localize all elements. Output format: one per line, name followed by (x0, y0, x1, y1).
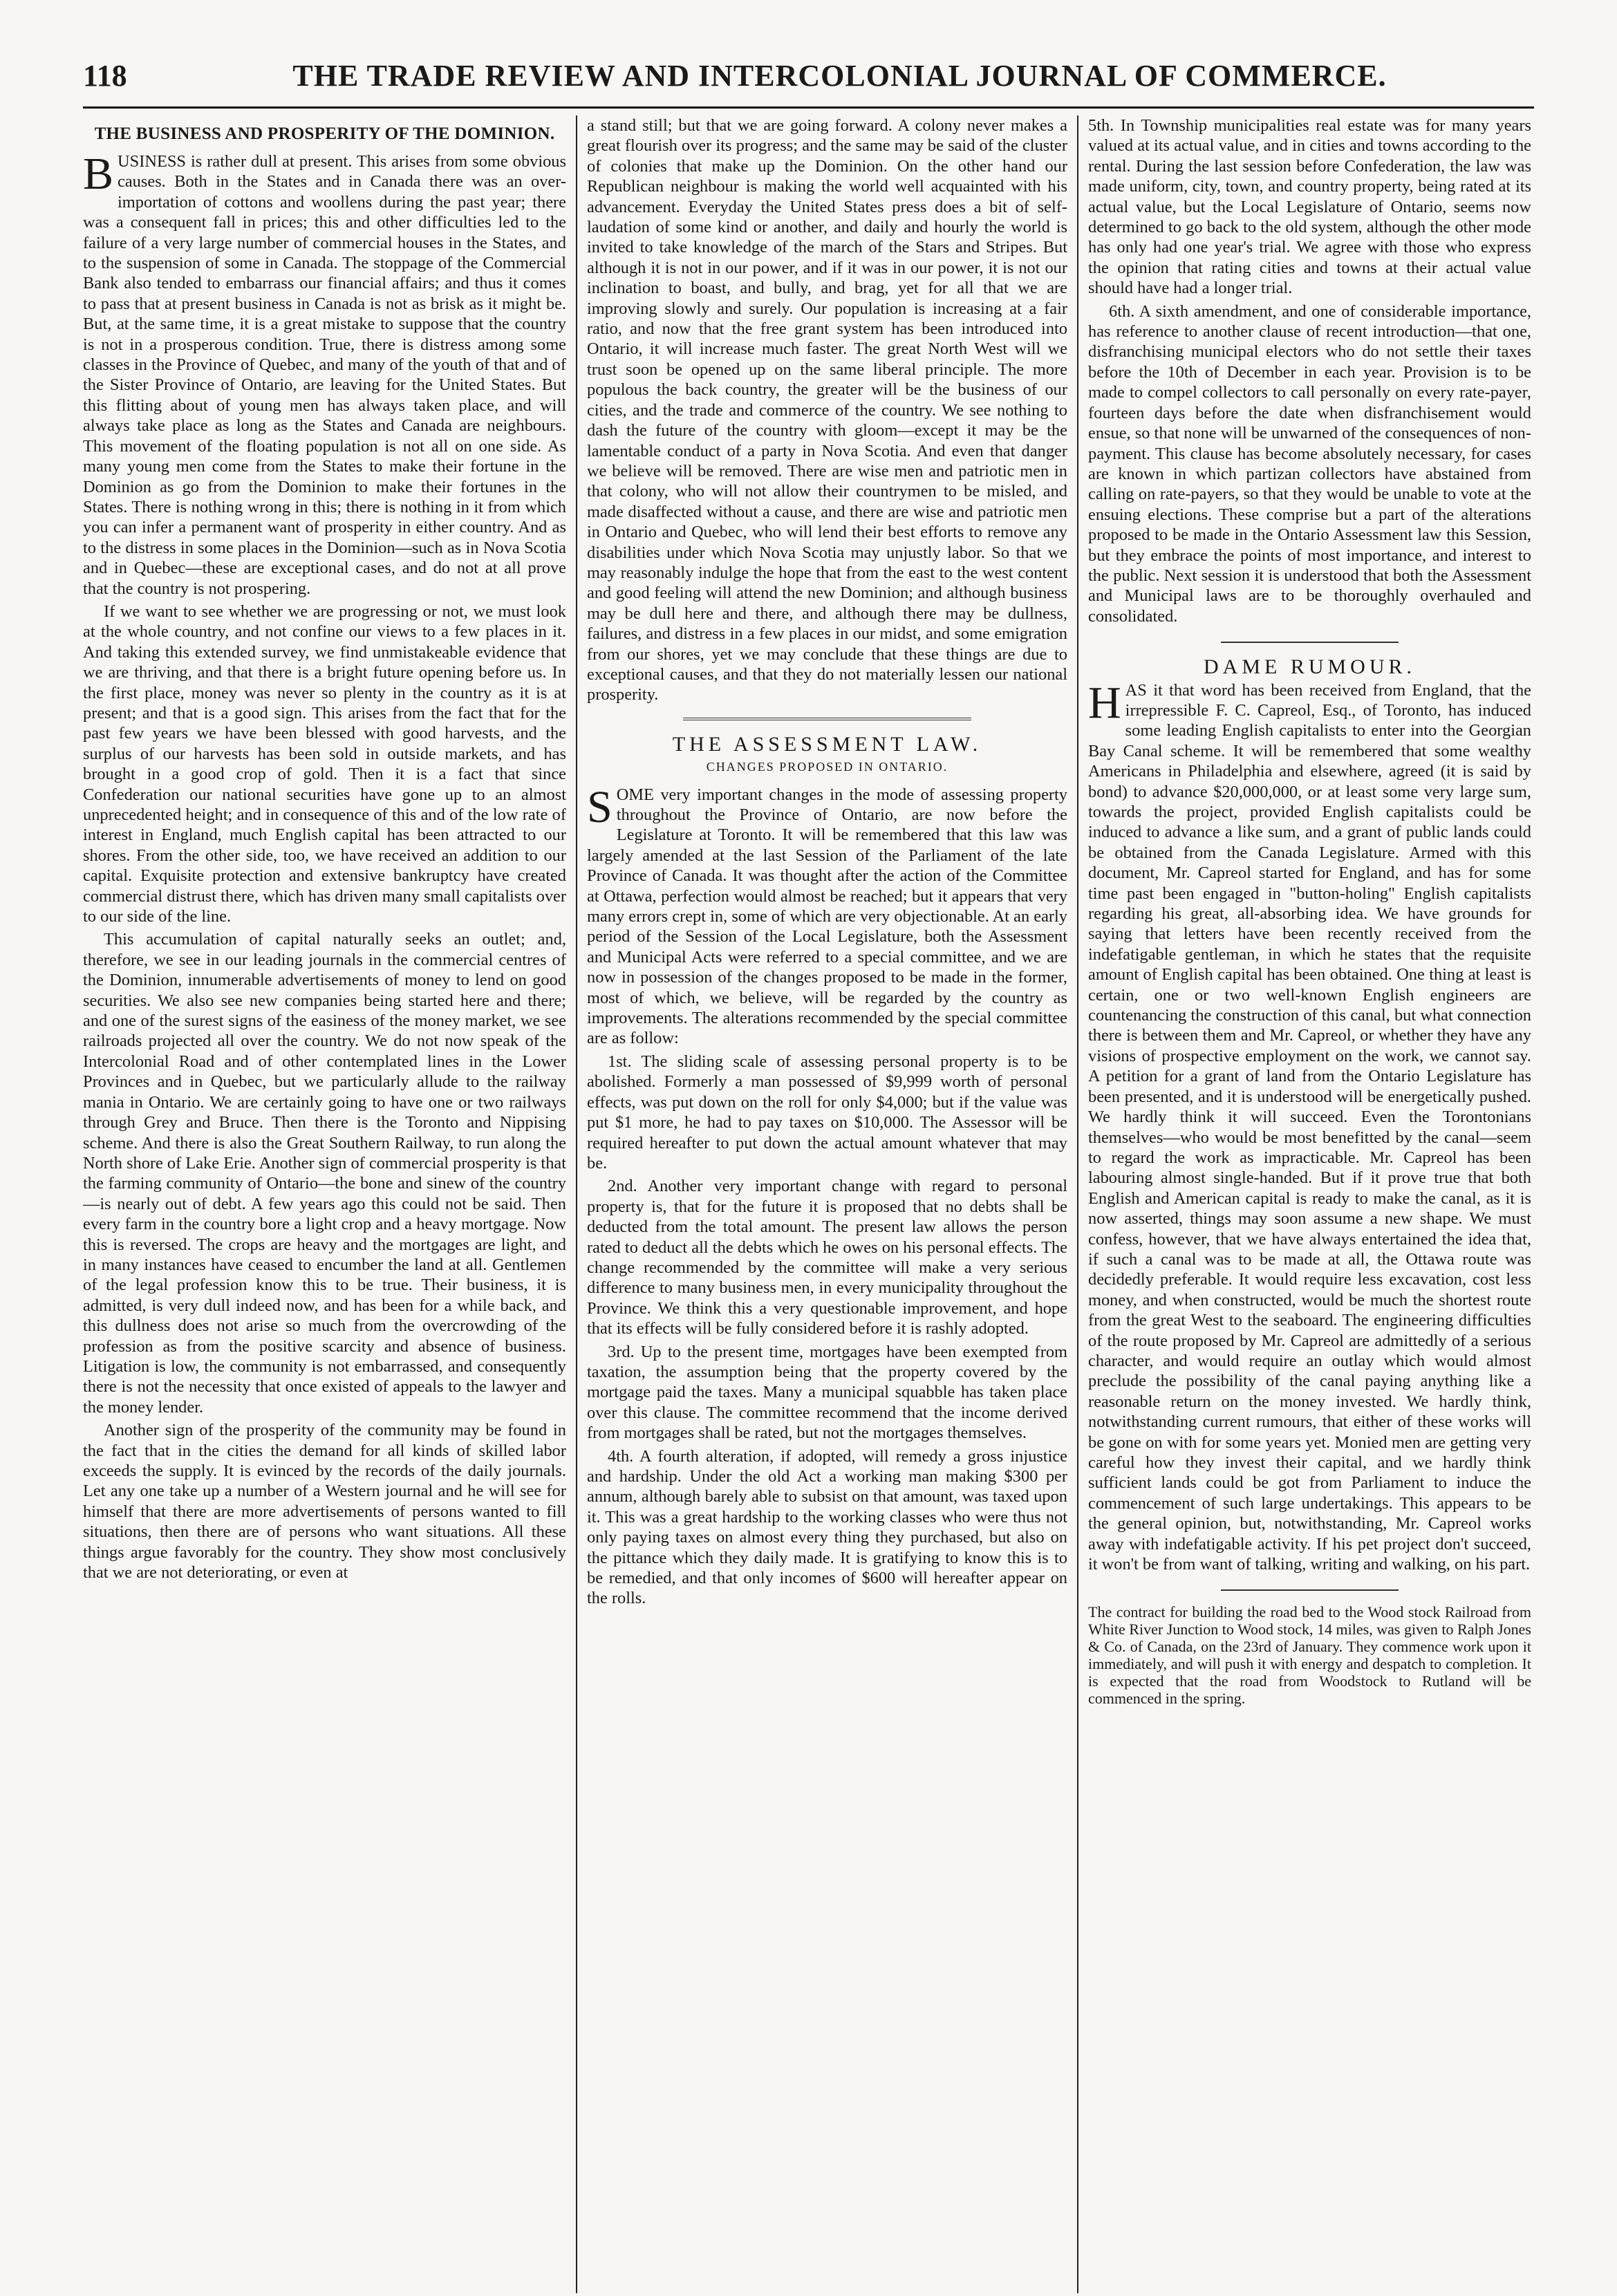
column-1 (83, 115, 577, 2293)
page-number: 118 (83, 59, 127, 93)
drop-cap: B (83, 149, 114, 199)
railroad-notice: The contract for building the road bed to the Wood stock Railroad from White River Junction to Wood stock, 14 miles, was given to Ralph Jones & Co. of Canada, on the 23rd of January. They commence work upon it immediately, and will push it with energy and despatch to completion. It is expected that the road from Woodstock to Rutland will be commenced in the spring. (1088, 1603, 1531, 1708)
article-paragraph: 1st. The sliding scale of assessing personal property is to be abolished. Formerly a man possessed of $9,999 worth of personal effects, was put down on the roll for only $4,000; but if the value was put $1 more, he had to pay taxes on $10,000. The Assessor will be required hereafter to put down the actual amount whatever that may be. (587, 1052, 1067, 1173)
article-paragraph: This accumulation of capital naturally seeks an outlet; and, therefore, we see in our leading journals in the commercial centres of the Dominion, innumerable advertisements of money to lend on good securities. We also see new companies being started here and there; and one of the surest signs of the easiness of the money market, we see railroads projected all over the country. We do not now speak of the Intercolonial Road and of other contemplated lines in the Lower Provinces and in Quebec, but we particularly allude to the railway mania in Ontario. We are certainly going to have one or two railways through Grey and Bruce. Then there is the Toronto and Nippising scheme. And there is also the Great Southern Railway, to run along the North shore of Lake Erie. Another sign of commercial prosperity is that the farming community of Ontario—the bone and sinew of the country—is nearly out of debt. A few years ago this could not be said. Then every farm in the country bore a light crop and a heavy mortgage. Now this is reversed. The crops are heavy and the mortgages are light, and in many instances have ceased to encumber the land at all. Gentlemen of the legal profession know this to be true. Their business, it is admitted, is very dull indeed now, and has been for a while back, and this dullness does not arise so much from the overcrowding of the profession as from the positive scarcity and absence of business. Litigation is low, the community is not embarrassed, and consequently there is not the necessity that once existed of appeals to the lawyer and the money lender. (83, 930, 567, 1417)
article-paragraph: 4th. A fourth alteration, if adopted, will remedy a gross injustice and hardship. Under the old Act a working man making $300 per annum, although barely able to subsist on that amount, was taxed upon it. This was a great hardship to the working classes who were thus not only paying taxes on almost every thing they purchased, but also on the pittance which they daily made. It is gratifying to know this is to be remedied, and that only incomes of $600 will hereafter appear on the rolls. (587, 1446, 1067, 1608)
article-paragraph: Another sign of the prosperity of the community may be found in the fact that in the cities the demand for all kinds of skilled labor exceeds the supply. It is evinced by the records of the daily journals. Let any one take up a number of a Western journal and he will see for himself that there are more advertisements of persons wanted to fill situations, then there are of persons who want situations. All these things argue favorably for the country. They show most conclusively that we are not deteriorating, or even at (83, 1421, 566, 1583)
article-title-dame-rumour: DAME RUMOUR. (1203, 655, 1417, 679)
columns (83, 115, 1534, 2293)
article-paragraph: HAS it that word has been received from England, that the irrepressible F. C. Capreol, Esq., of Toronto, has induced some leading English capitalists to enter into the Georgian Bay Canal scheme. It will be remembered that some wealthy Americans in Philadelphia and elsewhere, agreed (it is said by bond) to advance $20,000,000, or at least some very large sum, towards the project, provided English capitalists could be induced to advance a like sum, and a grant of public lands could be obtained from the Canada Legislature. Armed with this document, Mr. Capreol started for England, and has for some time past been engaged in "button-holing" English capitalists regarding his great, all-absorbing idea. We have grounds for saying that letters have been recently received from the indefatigable gentleman, in which he states that the requisite amount of English capital has been obtained. One thing at least is certain, one or two well-known English engineers are countenancing the construction of this canal, but what connection there is between them and Mr. Capreol, or whether they have any visions of prospective employment on the work, we cannot say. A petition for a grant of land from the Ontario Legislature has been presented, and it is understood will be energetically pushed. We hardly think it will succeed. Even the Torontonians themselves—who would be most benefitted by the canal—seem to regard the work as impracticable. Mr. Capreol has been labouring almost single-handed. But if it prove true that both English and American capital is ready to make the canal, as it is now asserted, things may soon assume a new shape. We must confess, however, that we have always entertained the idea that, if such a canal was to be made at all, the Ottawa route was decidedly preferable. It would require less excavation, cost less money, and when constructed, would be much the shortest route from the great West to the seaboard. The engineering difficulties of the route proposed by Mr. Capreol are admittedly of a serious character, and would require an outlay which would almost preclude the possibility of the canal paying anything like a reasonable return on the money invested. We hardly think, notwithstanding current rumours, that either of these works will be gone on with for some years yet. Monied men are getting very careful how they invest their capital, and we hardly think sufficient lands could be got from Parliament to induce the commencement of such large undertakings. This appears to be the general opinion, but, notwithstanding, Mr. Capreol works away with indefatigable activity. If his pet project don't succeed, it won't be from want of talking, writing and walking, on his part. (1088, 677, 1531, 1574)
article-paragraph: BUSINESS is rather dull at present. This arises from some obvious causes. Both in the States and in Canada there was an over-importation of cottons and woollens during the past year; there was a consequent fall in prices; this and other difficulties led to the failure of a very large number of commercial houses in the States, and to the suspension of some in Canada. The stoppage of the Commercial Bank also tended to embarrass our financial affairs; and thus it comes to pass that at present business in Canada is not as brisk as it might be. But, at the same time, it is a great mistake to suppose that the country is not in a prosperous condition. True, there is distress among some classes in the Province of Quebec, and many of the youth of that and of the Sister Province of Ontario, are leaving for the United States. But this flitting about of young men has always taken place, and will always take place as long as the States and Canada are neighbours. This movement of the floating population is not all on one side. As many young men come from the States to make their fortune in the Dominion as go from the Dominion to make their fortunes in the States. There is nothing wrong in this; there is nothing in it from which you can infer a permanent want of prosperity in either country. And as to the distress in some places in the Dominion—such as in Nova Scotia and in Quebec—these are exceptional cases, and do not at all prove that the country is not prospering. (83, 149, 566, 598)
article-paragraph: 5th. In Township municipalities real estate was for many years valued at its actual value, and in cities and towns according to the rental. During the last session before Confederation, the law was made uniform, city, town, and country property, being rated at its actual value, but the Local Legislature of Ontario, seems now determined to go back to the old system, although the other mode has only had one year's trial. We agree with those who express the opinion that rating cities and towns at their actual value should have had a longer trial. (1088, 116, 1531, 298)
article-paragraph: SOME very important changes in the mode of assessing property throughout the Province of Ontario, are now before the Legislature at Toronto. It will be remembered that this law was largely amended at the last Session of the Parliament of the late Province of Canada. It was thought after the action of the Committee at Ottawa, perfection would almost be reached; but it appears that very many errors crept in, some of which are very objectionable. At an early period of the Session of the Local Legislature, both the Assessment and Municipal Acts were referred to a special committee, and we are now in possession of the changes proposed to be made in the former, most of which, we believe, will be regarded by the country as improvements. The alterations recommended by the special committee are as follow: (587, 781, 1067, 1048)
drop-cap: S (587, 781, 613, 832)
masthead (83, 58, 1534, 109)
article-title-business: THE BUSINESS AND PROSPERITY OF THE DOMINION. (94, 124, 555, 143)
drop-cap: H (1088, 677, 1121, 728)
article-paragraph: If we want to see whether we are progressing or not, we must look at the whole country, and not confine our views to a few places in it. And taking this extended survey, we find unmistakeable evidence that we are thriving, and that there is a bright future opening before us. In the first place, money was never so plenty in the country as it is at present; and that is a good sign. This arises from the fact that for the past few years we have been blessed with good harvests, and the surplus of our harvests has been sold in outside markets, and has brought in a good crop of gold. Then it is a fact that since Confederation our national securities have gone up to an almost unprecedented height; and in consequence of this and of the low rate of interest in England, much English capital has been attracted to our shores. From the other side, too, we have received an addition to our capital. Exquisite protection and extensive bankruptcy have created commercial distrust there, which has driven many small capitalists over to our side of the line. (83, 601, 567, 926)
column-2 (577, 115, 1078, 2293)
article-subtitle: CHANGES PROPOSED IN ONTARIO. (706, 760, 948, 774)
section-divider (1221, 1589, 1398, 1591)
article-paragraph: 6th. A sixth amendment, and one of considerable importance, has reference to another clause of recent introduction—that one, disfranchising municipal electors who do not settle their taxes before the 10th of December in each year. Provision is to be made to compel collectors to call personally on every rate-payer, fourteen days before the date when disfranchisement would ensue, so that none will be unwarned of the consequences of non-payment. This clause has become absolutely necessary, for cases are known in which partizan collectors have abstained from calling on rate-payers, so that they would be unable to vote at the ensuing elections. These comprise but a part of the alterations proposed to be made in the Ontario Assessment law this Session, but they embrace the points of most importance, and interest to the public. Next session it is understood that both the Assessment and Municipal laws are to be thoroughly overhauled and consolidated. (1088, 301, 1531, 626)
journal-title: THE TRADE REVIEW AND INTERCOLONIAL JOURNAL OF COMMERCE. (292, 59, 1387, 93)
section-divider (683, 718, 971, 720)
section-divider (1221, 642, 1398, 643)
article-paragraph: 3rd. Up to the present time, mortgages have been exempted from taxation, the assumption being that the property covered by the mortgage paid the taxes. Many a municipal squabble has taken place over this clause. The committee recommend that the income derived from mortgages shall be rated, but not the mortgages themselves. (587, 1342, 1067, 1443)
column-3 (1078, 115, 1531, 2293)
article-paragraph: a stand still; but that we are going forward. A colony never makes a great flourish over its progress; and the same may be said of the cluster of colonies that make up the Dominion. On the other hand our Republican neighbour is making the world well acquainted with his advancement. Everyday the United States press does a bit of self-laudation of some kind or another, and daily and hourly the world is invited to take knowledge of the march of the Stars and Stripes. But although it is not in our power, and if it was in our power, it is not our inclination to boast, and bully, and brag, yet for all that we are improving slowly and surely. Our population is increasing at a fair ratio, and now that the free grant system has been introduced into Ontario, it will increase much faster. The great North West will we trust soon be opened up on the same liberal principle. The more populous the back country, the greater will be the business of our cities, and the trade and commerce of the country. We see nothing to dash the future of the country with gloom—except it may be the lamentable conduct of a party in Nova Scotia. And even that danger we believe will be removed. There are wise men and patriotic men in that colony, who will not allow their countrymen to be misled, and made disaffected without a cause, and there are wise and patriotic men in Ontario and Quebec, who will lend their best efforts to remove any disabilities under which Nova Scotia may unjustly labor. So that we may reasonably indulge the hope that from the east to the west content and good feeling will attend the new Dominion; and although business may be dull here and there, and although there may be dullness, failures, and distress in a few places in our midst, and some emigration from our shores, yet we may conclude that these things are due to exceptional causes, and that they do not materially lessen our national prosperity. (587, 116, 1067, 704)
article-title-assessment: THE ASSESSMENT LAW. (672, 732, 982, 756)
article-paragraph: 2nd. Another very important change with regard to personal property is, that for the future it is proposed that no debts shall be deducted from the total amount. The present law allows the person rated to deduct all the debts which he owes on his personal effects. The change recommended by the committee will make a very serious difference to many business men, in every municipality throughout the Province. We think this a very questionable improvement, and hope that its effects will be fully considered before it is rashly adopted. (587, 1177, 1067, 1338)
